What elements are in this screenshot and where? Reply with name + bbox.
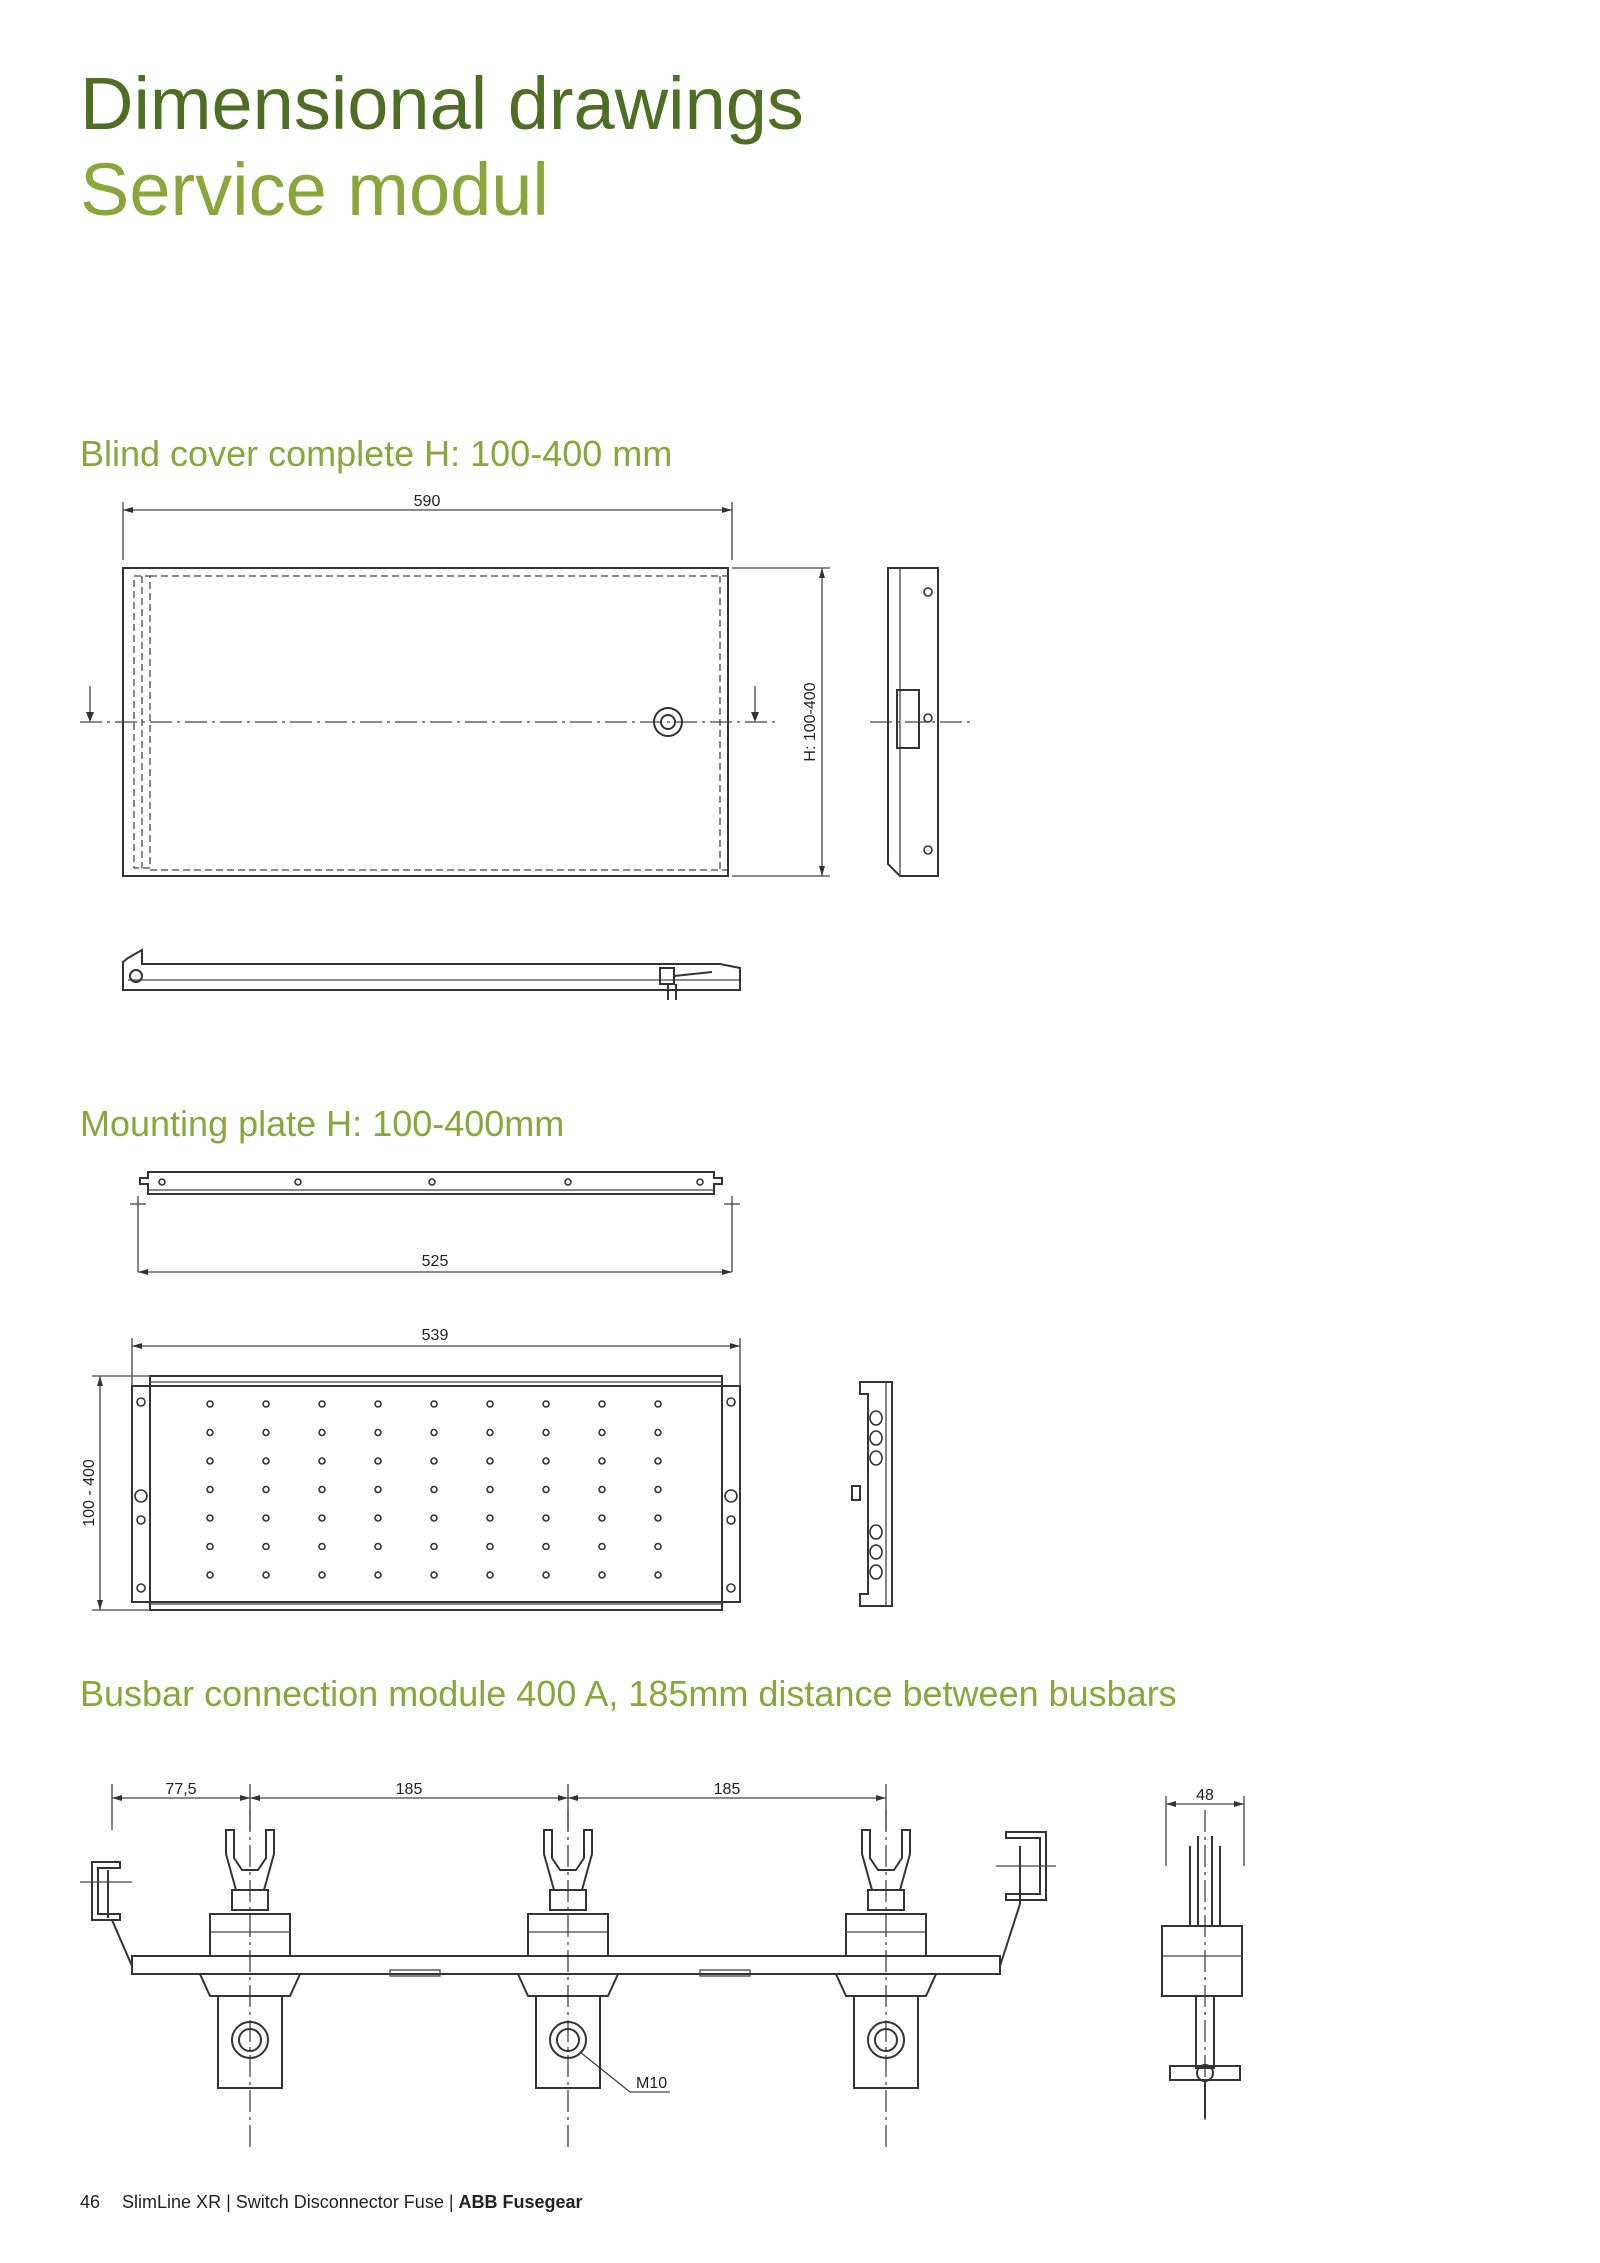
plate-hole-grid bbox=[207, 1401, 661, 1578]
dimension-185-left: 185 bbox=[395, 1781, 423, 1798]
section-heading-busbar-module: Busbar connection module 400 A, 185mm distance between busbars bbox=[80, 1673, 1177, 1714]
plate-hole bbox=[207, 1515, 213, 1521]
plate-hole bbox=[655, 1401, 661, 1407]
page-title: Dimensional drawings bbox=[80, 62, 804, 145]
dimension-77-5: 77,5 bbox=[165, 1781, 197, 1798]
plate-hole bbox=[375, 1458, 381, 1464]
plate-hole bbox=[543, 1487, 549, 1493]
plate-hole bbox=[431, 1401, 437, 1407]
contact-unit-3 bbox=[836, 1810, 936, 2150]
plate-hole bbox=[319, 1487, 325, 1493]
plate-hole bbox=[543, 1515, 549, 1521]
plate-hole bbox=[263, 1515, 269, 1521]
dimension-185-right: 185 bbox=[713, 1781, 741, 1798]
plate-hole bbox=[263, 1572, 269, 1578]
busbar-module-drawing bbox=[0, 1770, 1600, 2170]
plate-hole bbox=[655, 1458, 661, 1464]
plate-hole bbox=[599, 1515, 605, 1521]
plate-hole bbox=[543, 1544, 549, 1550]
plate-hole bbox=[207, 1487, 213, 1493]
plate-hole bbox=[431, 1430, 437, 1436]
plate-hole bbox=[599, 1487, 605, 1493]
plate-hole bbox=[487, 1401, 493, 1407]
plate-hole bbox=[543, 1430, 549, 1436]
dimension-height-range: H: 100-400 bbox=[802, 682, 819, 762]
dimension-48: 48 bbox=[1196, 1787, 1214, 1804]
plate-hole bbox=[319, 1572, 325, 1578]
contact-unit-1 bbox=[200, 1810, 300, 2150]
plate-hole bbox=[431, 1544, 437, 1550]
plate-hole bbox=[487, 1487, 493, 1493]
plate-hole bbox=[543, 1572, 549, 1578]
dimension-100-400: 100 - 400 bbox=[81, 1459, 98, 1527]
page-footer bbox=[80, 2192, 583, 2213]
plate-hole bbox=[655, 1515, 661, 1521]
plate-hole bbox=[319, 1401, 325, 1407]
page-subtitle: Service modul bbox=[80, 148, 549, 231]
plate-hole bbox=[263, 1430, 269, 1436]
plate-hole bbox=[599, 1430, 605, 1436]
mounting-plate-drawing bbox=[0, 1160, 1600, 1620]
plate-hole bbox=[431, 1458, 437, 1464]
plate-hole bbox=[431, 1515, 437, 1521]
plate-hole bbox=[599, 1401, 605, 1407]
plate-hole bbox=[655, 1487, 661, 1493]
plate-hole bbox=[655, 1544, 661, 1550]
plate-hole bbox=[207, 1544, 213, 1550]
plate-hole bbox=[263, 1401, 269, 1407]
footer-text: SlimLine XR | Switch Disconnector Fuse | bbox=[122, 2192, 459, 2212]
plate-hole bbox=[263, 1544, 269, 1550]
plate-hole bbox=[487, 1572, 493, 1578]
plate-hole bbox=[431, 1572, 437, 1578]
page-number: 46 bbox=[80, 2192, 101, 2212]
plate-hole bbox=[655, 1430, 661, 1436]
dimension-525: 525 bbox=[421, 1253, 449, 1270]
plate-hole bbox=[375, 1544, 381, 1550]
footer-brand: ABB Fusegear bbox=[458, 2192, 583, 2212]
plate-hole bbox=[319, 1430, 325, 1436]
plate-hole bbox=[375, 1430, 381, 1436]
plate-hole bbox=[599, 1458, 605, 1464]
plate-hole bbox=[543, 1458, 549, 1464]
plate-hole bbox=[375, 1515, 381, 1521]
plate-hole bbox=[599, 1544, 605, 1550]
dimension-590: 590 bbox=[413, 493, 441, 510]
plate-hole bbox=[487, 1515, 493, 1521]
plate-hole bbox=[655, 1572, 661, 1578]
plate-hole bbox=[263, 1458, 269, 1464]
section-heading-blind-cover: Blind cover complete H: 100-400 mm bbox=[80, 433, 673, 474]
plate-hole bbox=[487, 1544, 493, 1550]
plate-hole bbox=[487, 1458, 493, 1464]
plate-hole bbox=[543, 1401, 549, 1407]
plate-hole bbox=[431, 1487, 437, 1493]
blind-cover-drawing bbox=[0, 480, 1600, 1040]
dimension-539: 539 bbox=[421, 1327, 449, 1344]
plate-hole bbox=[599, 1572, 605, 1578]
plate-hole bbox=[207, 1458, 213, 1464]
label-m10: M10 bbox=[636, 2075, 668, 2092]
plate-hole bbox=[263, 1487, 269, 1493]
plate-hole bbox=[319, 1544, 325, 1550]
plate-hole bbox=[319, 1458, 325, 1464]
plate-hole bbox=[207, 1572, 213, 1578]
plate-hole bbox=[375, 1487, 381, 1493]
plate-hole bbox=[319, 1515, 325, 1521]
plate-hole bbox=[207, 1401, 213, 1407]
plate-hole bbox=[375, 1572, 381, 1578]
plate-hole bbox=[207, 1430, 213, 1436]
plate-hole bbox=[487, 1430, 493, 1436]
contact-unit-2 bbox=[518, 1810, 618, 2150]
plate-hole bbox=[375, 1401, 381, 1407]
section-heading-mounting-plate: Mounting plate H: 100-400mm bbox=[80, 1103, 565, 1144]
